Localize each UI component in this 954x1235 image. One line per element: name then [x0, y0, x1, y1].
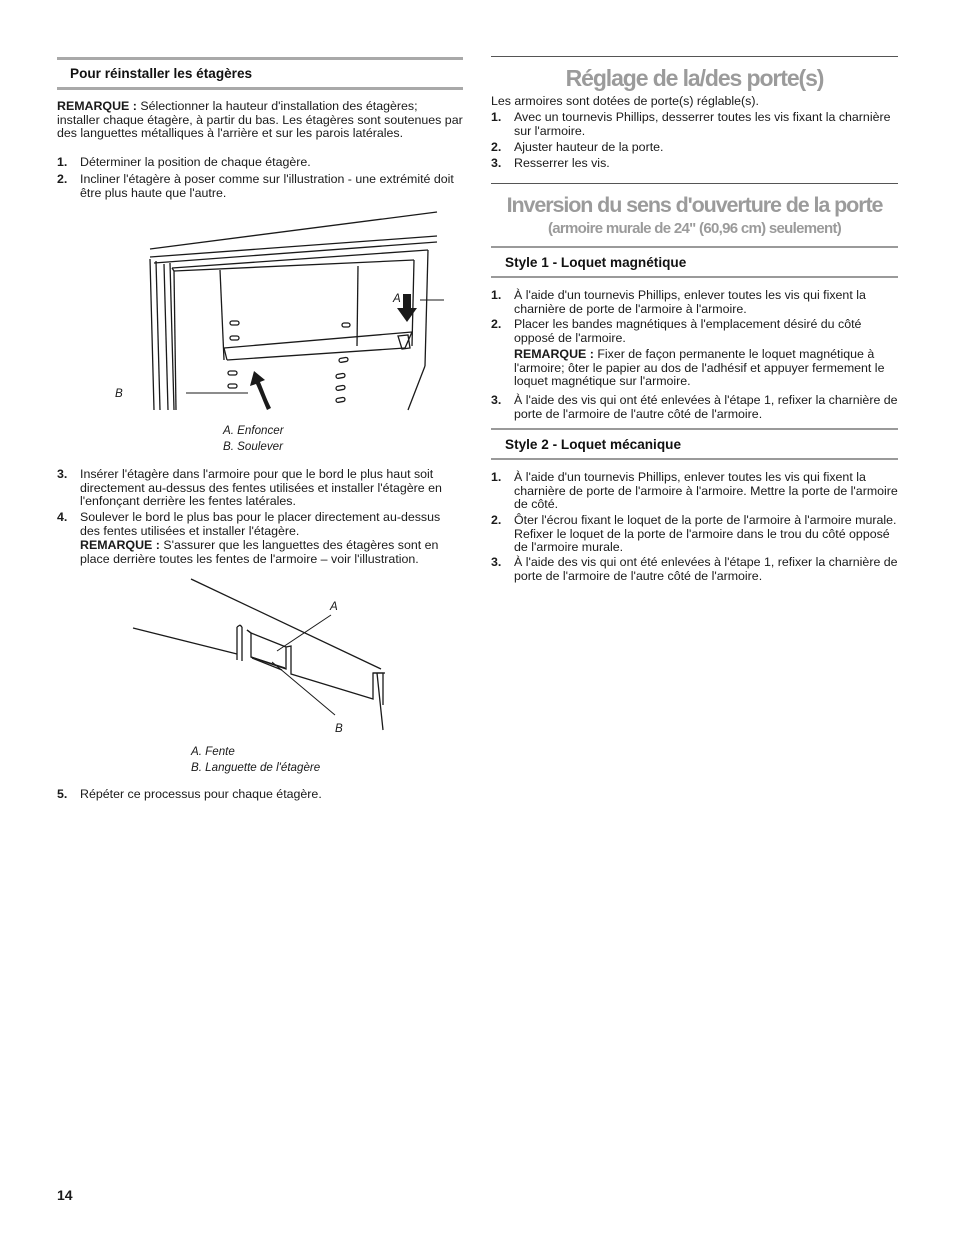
figure2-label-b: B: [335, 722, 343, 735]
list-item: 3. Resserrer les vis.: [491, 156, 610, 170]
door-intro: Les armoires sont dotées de porte(s) réglable(s).: [491, 94, 759, 108]
list-item: 3. À l'aide des vis qui ont été enlevées à l'étape 1, refixer la charnière de porte de l'armoire de l'autre côté de l'armoire.: [491, 393, 898, 421]
list-item: 2. Placer les bandes magnétiques à l'emplacement désiré du côté opposé de l'armoire.: [491, 317, 862, 345]
figure2-caption-a: A. Fente: [191, 745, 235, 758]
heading-rule-top: [491, 246, 898, 248]
page-number: 14: [57, 1187, 73, 1203]
figure1-label-a: A: [393, 292, 401, 305]
heading-rule-bottom: [491, 276, 898, 278]
note-label: REMARQUE :: [514, 347, 594, 361]
note-text: Fixer de façon permanente le loquet magnétique à l'armoire; ôter le papier au dos de l'adhésif et appuyer fermement le loquet magnétique sur l'armoire.: [514, 347, 885, 389]
note-label: REMARQUE :: [80, 538, 160, 552]
list-item: 3. À l'aide des vis qui ont été enlevées à l'étape 1, refixer la charnière de porte de l'armoire de l'autre côté de l'armoire.: [491, 555, 898, 583]
figure1-caption-b: B. Soulever: [223, 440, 283, 453]
slot-tab-illustration: [127, 575, 397, 735]
list-item: 1. À l'aide d'un tournevis Phillips, enlever toutes les vis qui fixent la charnière de porte de l'armoire à l'armoire.: [491, 288, 866, 316]
section-rule: [491, 183, 898, 184]
figure2-label-a: A: [330, 600, 338, 613]
note-label: REMARQUE :: [57, 99, 137, 113]
style1-heading: Style 1 - Loquet magnétique: [505, 255, 687, 270]
section-heading-reinstall: Pour réinstaller les étagères: [70, 66, 253, 81]
section-rule: [491, 56, 898, 57]
list-item: 4. Soulever le bord le plus bas pour le placer directement au-dessus des fentes utilisées et installer l'étagère.: [57, 510, 441, 538]
door-reverse-title: Inversion du sens d'ouverture de la porte: [506, 193, 883, 217]
door-reverse-subtitle: (armoire murale de 24" (60,96 cm) seulement): [547, 220, 842, 237]
style2-heading: Style 2 - Loquet mécanique: [505, 437, 682, 452]
door-adjust-title: Réglage de la/des porte(s): [565, 65, 824, 91]
list-item: 5. Répéter ce processus pour chaque étagère.: [57, 787, 322, 801]
list-item: 3. Insérer l'étagère dans l'armoire pour que le bord le plus haut soit directement au-dessus des fentes utilisées et installer l'étagère en l'enfonçant derrière les fentes latérales.: [57, 467, 442, 509]
list-item: 1. Déterminer la position de chaque étagère.: [57, 155, 311, 169]
list-item: 2. Incliner l'étagère à poser comme sur l'illustration - une extrémité doit être plus haute que l'autre.: [57, 172, 454, 200]
list-item: 1. À l'aide d'un tournevis Phillips, enlever toutes les vis qui fixent la charnière de porte de l'armoire à l'armoire. Mettre la porte de l'armoire de côté.: [491, 470, 898, 512]
figure2-caption-b: B. Languette de l'étagère: [191, 761, 321, 774]
intro-note: [57, 100, 463, 141]
heading-rule-top: [491, 428, 898, 430]
heading-rule-bottom: [57, 87, 463, 90]
style1-note: [514, 348, 898, 389]
heading-rule-bottom: [491, 458, 898, 460]
list-item: 1. Avec un tournevis Phillips, desserrer toutes les vis fixant la charnière sur l'armoire.: [491, 110, 891, 138]
step4-note: [80, 539, 463, 566]
shelf-tilt-illustration: [112, 208, 462, 418]
figure1-caption-a: A. Enfoncer: [223, 424, 284, 437]
heading-rule-top: [57, 57, 463, 60]
list-item: 2. Ôter l'écrou fixant le loquet de la porte de l'armoire à l'armoire murale. Refixer le loquet de la porte de l'armoire dans le trou du côté opposé de l'armoire murale.: [491, 513, 897, 555]
figure1-label-b: B: [115, 387, 123, 400]
list-item: 2. Ajuster hauteur de la porte.: [491, 140, 664, 154]
note-text: S'assurer que les languettes des étagères sont en place derrière toutes les fentes de l'armoire – voir l'illustration.: [80, 538, 439, 566]
note-text: Sélectionner la hauteur d'installation des étagères; installer chaque étagère, à partir du bas. Les étagères sont soutenues par des languettes métalliques à l'arrière et sur les parois latérales.: [57, 99, 463, 141]
